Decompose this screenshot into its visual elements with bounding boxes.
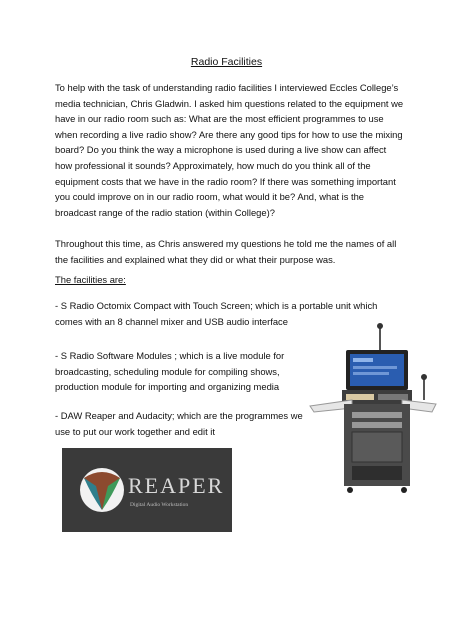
facility-item: - S Radio Octomix Compact with Touch Screen; which is a portable unit which comes with an 8 channel mixer and USB audio interface	[55, 300, 378, 327]
facilities-heading: The facilities are:	[55, 274, 126, 285]
reaper-wordmark: REAPER	[128, 473, 225, 498]
intro-paragraph: To help with the task of understanding radio facilities I interviewed Eccles College’s media technician, Chris Gladwin. I asked him questions related to the equipment we have in our radio room such as: What are the most efficient programmes to use when recording a live radio show? Are there any good tips for how to use the mixing board? Do you think the way a microphone is used during a live show can affect how professional it sounds? Approximately, how much do you think all of the equipment costs that we have in the radio room? If there was something important you could improve on in our radio room, what would it be? And, what is the broadcast range of the radio station (within College)?	[55, 82, 404, 218]
radio-studio-cart-image	[308, 320, 438, 498]
second-paragraph: Throughout this time, as Chris answered my questions he told me the names of all the facilities and explained what they did or what their purpose was.	[55, 238, 397, 265]
microphone-icon	[421, 374, 427, 380]
facility-item: - DAW Reaper and Audacity; which are the programmes we use to put our work together and edit it	[55, 410, 303, 437]
facility-item: - S Radio Software Modules ; which is a live module for broadcasting, scheduling module for compiling shows, production module for importing and organizing media	[55, 350, 285, 393]
caster-wheel	[347, 487, 353, 493]
caster-wheel	[401, 487, 407, 493]
page-title: Radio Facilities	[190, 56, 263, 68]
reaper-logo-graphic	[62, 448, 232, 532]
reaper-logo	[62, 448, 232, 532]
reaper-tagline: Digital Audio Workstation	[130, 502, 189, 508]
microphone-icon	[377, 323, 383, 329]
studio-cart-illustration	[308, 320, 438, 498]
